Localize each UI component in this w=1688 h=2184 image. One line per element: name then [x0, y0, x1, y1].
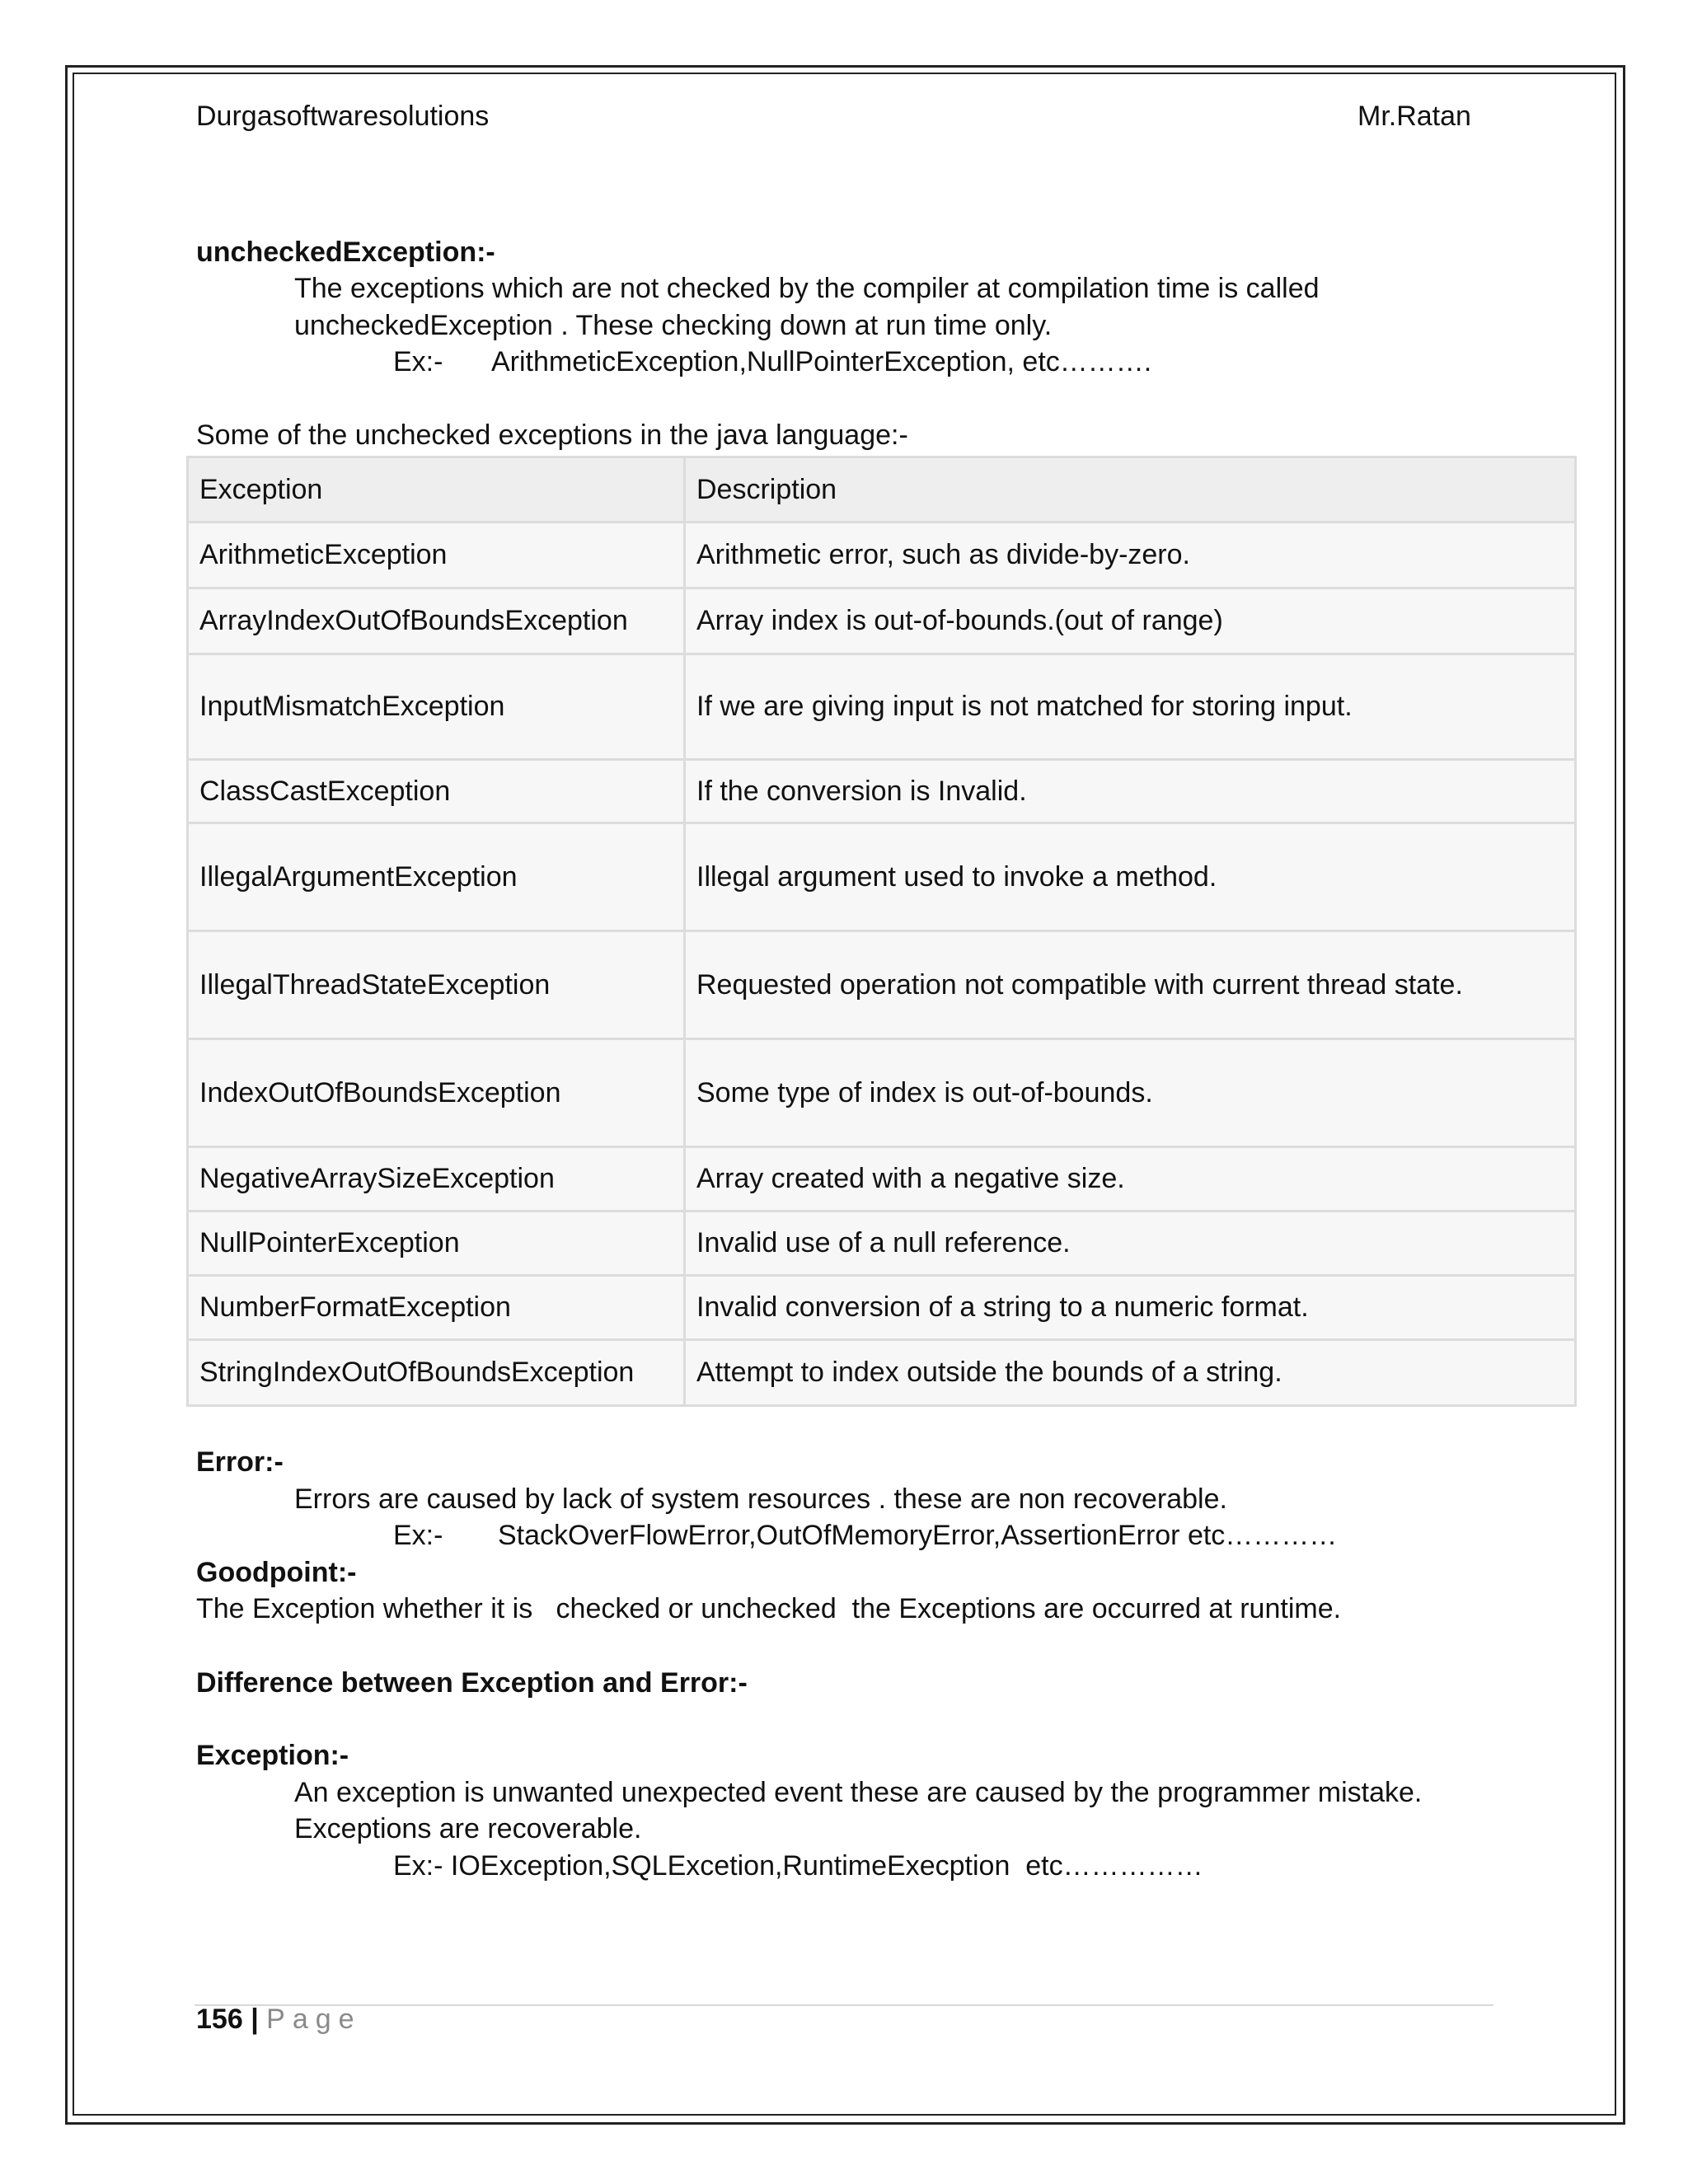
exception-ex-text: Ex:- IOException,SQLExcetion,RuntimeExecption etc…………… — [393, 1850, 1203, 1882]
header-left: Durgasoftwaresolutions — [196, 101, 490, 132]
table-intro: Some of the unchecked exceptions in the java language:- — [196, 419, 908, 451]
exception-description-cell: If the conversion is Invalid. — [685, 760, 1576, 823]
unchecked-line-2: uncheckedException . These checking down at run time only. — [294, 310, 1053, 341]
exception-description-cell: If we are giving input is not matched for storing input. — [685, 654, 1576, 760]
column-header-description: Description — [685, 457, 1576, 523]
error-heading: Error:- — [196, 1446, 284, 1478]
table-header-row — [188, 457, 1576, 523]
difference-heading: Difference between Exception and Error:- — [196, 1667, 748, 1699]
exception-description-cell: Requested operation not compatible with current thread state. — [685, 931, 1576, 1039]
exception-description-cell: Array created with a negative size. — [685, 1147, 1576, 1212]
exception-name-cell: ClassCastException — [188, 760, 685, 823]
exception-description-cell: Some type of index is out-of-bounds. — [685, 1039, 1576, 1147]
table-row — [188, 931, 1576, 1039]
exception-description-cell: Invalid conversion of a string to a numeric format. — [685, 1276, 1576, 1340]
exception-name-cell: IllegalArgumentException — [188, 823, 685, 931]
table-row — [188, 823, 1576, 931]
exception-name-cell: InputMismatchException — [188, 654, 685, 760]
exception-description-cell: Invalid use of a null reference. — [685, 1212, 1576, 1276]
exception-name-cell: NullPointerException — [188, 1212, 685, 1276]
page-separator: | — [251, 2004, 259, 2035]
goodpoint-text: The Exception whether it is checked or unchecked the Exceptions are occurred at runtime. — [196, 1593, 1342, 1624]
footer-rule — [195, 2004, 1493, 2006]
unchecked-heading: uncheckedException:- — [196, 237, 495, 268]
exception-name-cell: NumberFormatException — [188, 1276, 685, 1340]
column-header-exception: Exception — [188, 457, 685, 523]
exception-description-cell: Illegal argument used to invoke a method. — [685, 823, 1576, 931]
page-number: 156 — [196, 2004, 243, 2035]
exception-line-2: Exceptions are recoverable. — [294, 1813, 642, 1844]
exception-name-cell: StringIndexOutOfBoundsException — [188, 1340, 685, 1406]
page-footer — [196, 2001, 362, 2037]
header-right: Mr.Ratan — [1357, 101, 1471, 132]
table-row — [188, 1276, 1576, 1340]
exception-name-cell: IndexOutOfBoundsException — [188, 1039, 685, 1147]
unchecked-ex-text: ArithmeticException,NullPointerException, etc………. — [491, 346, 1152, 377]
table-row — [188, 523, 1576, 588]
exception-description-cell: Arithmetic error, such as divide-by-zero. — [685, 523, 1576, 588]
page-label: Page — [266, 2004, 362, 2035]
error-ex-text: StackOverFlowError,OutOfMemoryError,AssertionError etc………… — [498, 1520, 1338, 1551]
table-row — [188, 760, 1576, 823]
error-ex-label: Ex:- — [393, 1520, 443, 1551]
exception-name-cell: ArithmeticException — [188, 523, 685, 588]
unchecked-ex-label: Ex:- — [393, 346, 443, 377]
exception-line-1: An exception is unwanted unexpected event these are caused by the programmer mistake. — [294, 1777, 1423, 1808]
table-row — [188, 1147, 1576, 1212]
exception-description-cell: Array index is out-of-bounds.(out of range) — [685, 588, 1576, 654]
error-line-1: Errors are caused by lack of system resources . these are non recoverable. — [294, 1483, 1227, 1515]
exception-name-cell: ArrayIndexOutOfBoundsException — [188, 588, 685, 654]
table-row — [188, 1039, 1576, 1147]
table-row — [188, 1340, 1576, 1406]
goodpoint-heading: Goodpoint:- — [196, 1557, 357, 1588]
exceptions-table — [186, 456, 1577, 1407]
table-row — [188, 654, 1576, 760]
exception-heading: Exception:- — [196, 1740, 349, 1771]
table-row — [188, 588, 1576, 654]
table-row — [188, 1212, 1576, 1276]
unchecked-line-1: The exceptions which are not checked by the compiler at compilation time is called — [294, 273, 1320, 304]
exception-description-cell: Attempt to index outside the bounds of a string. — [685, 1340, 1576, 1406]
exception-name-cell: IllegalThreadStateException — [188, 931, 685, 1039]
exception-name-cell: NegativeArraySizeException — [188, 1147, 685, 1212]
